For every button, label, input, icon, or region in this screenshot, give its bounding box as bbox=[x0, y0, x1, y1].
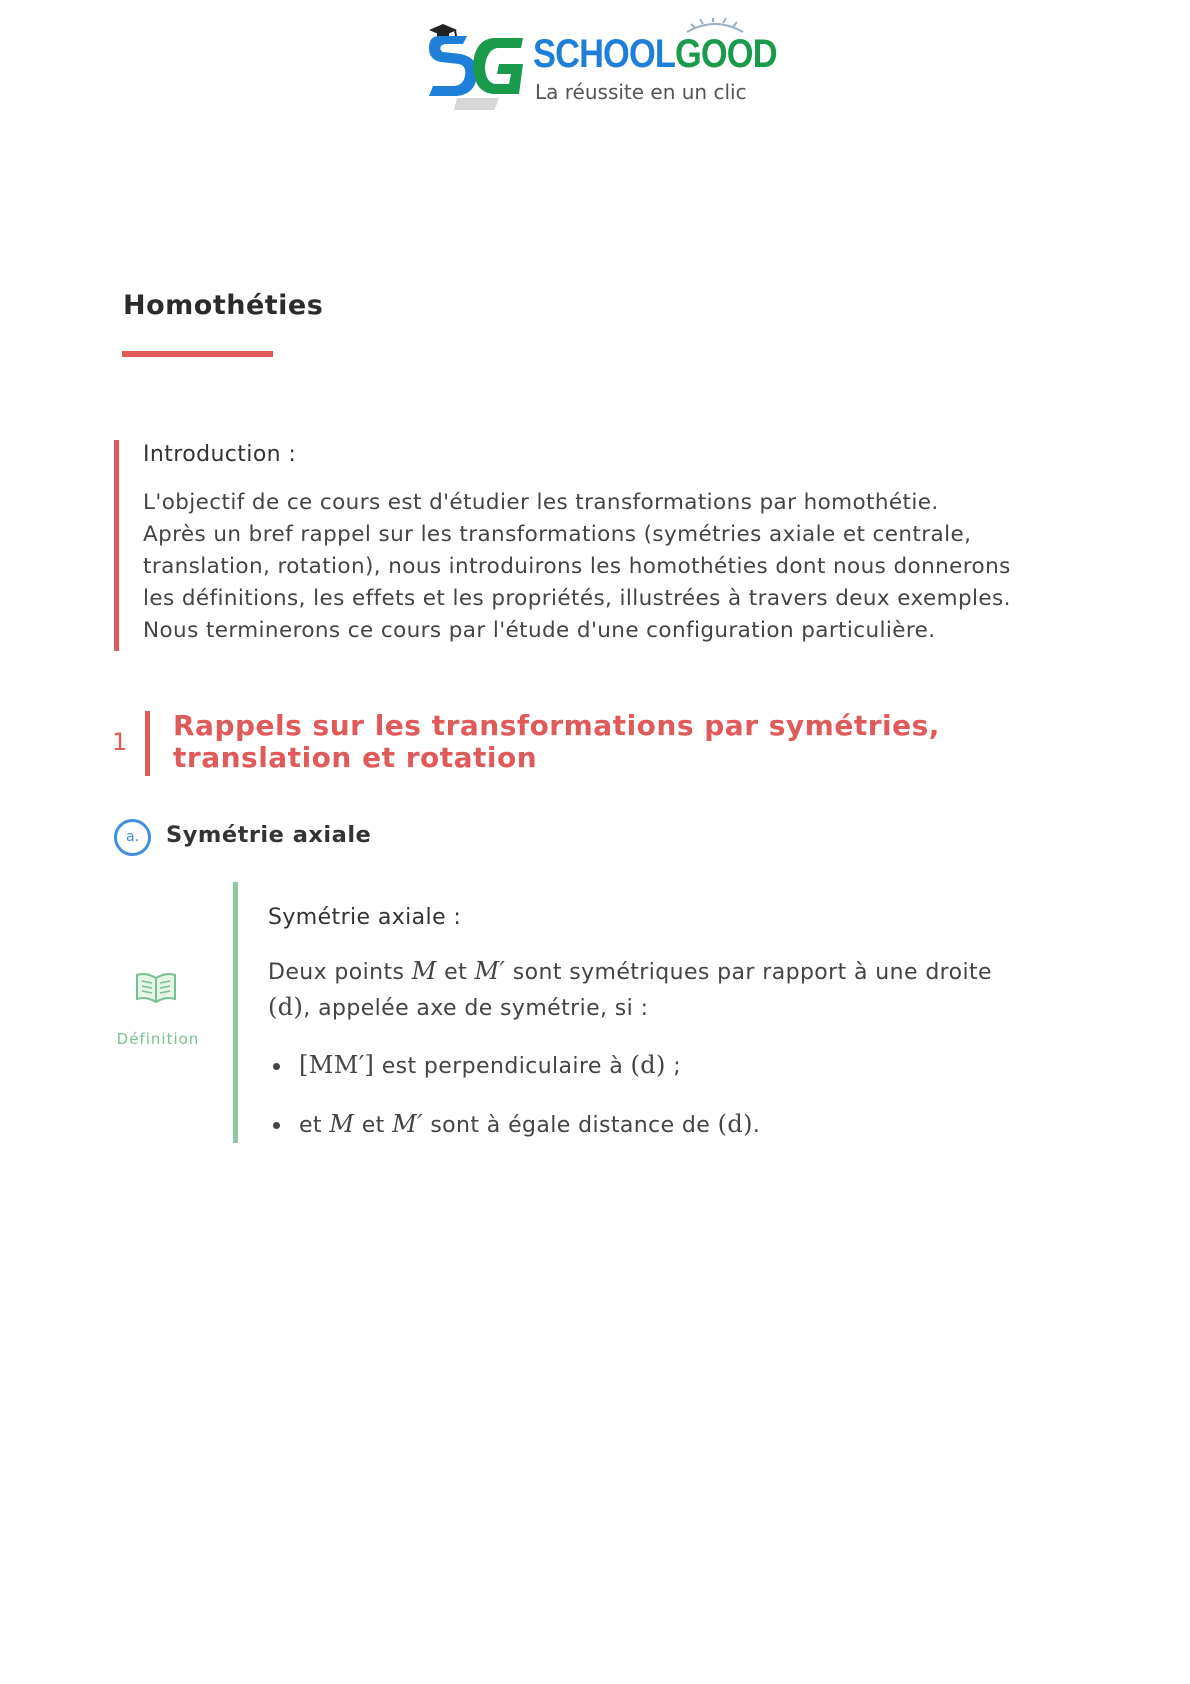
sg-graduation-cap-logo bbox=[423, 14, 533, 110]
definition-label: Définition bbox=[116, 1030, 200, 1048]
section-title: Rappels sur les transformations par symétries, translation et rotation bbox=[173, 709, 940, 774]
list-item: [MM′] est perpendiculaire à (d) ; bbox=[268, 1048, 1098, 1084]
title-underline bbox=[122, 351, 273, 357]
definition-bar bbox=[233, 882, 238, 1143]
definition-heading: Symétrie axiale : bbox=[268, 905, 462, 930]
intro-heading: Introduction : bbox=[143, 442, 297, 467]
page-title: Homothéties bbox=[123, 290, 324, 321]
intro-line: les définitions, les effets et les propriétés, illustrées à travers deux exemples. bbox=[143, 586, 1011, 611]
definition-text: Deux points M et M′ sont symétriques par rapport à une droite (d), appelée axe de symétrie, si : bbox=[268, 957, 992, 1021]
section-number: 1 bbox=[112, 728, 128, 756]
brand-name: SCHOOLGOOD bbox=[533, 32, 777, 76]
section-bar bbox=[145, 711, 150, 776]
subsection-title: Symétrie axiale bbox=[166, 822, 372, 848]
intro-body bbox=[143, 487, 1094, 647]
list-item: et M et M′ sont à égale distance de (d). bbox=[268, 1107, 1098, 1143]
brand-tagline: La réussite en un clic bbox=[535, 80, 747, 104]
open-book-icon bbox=[134, 970, 178, 1006]
intro-line: translation, rotation), nous introduirons les homothéties dont nous donnerons bbox=[143, 554, 1011, 579]
definition-content bbox=[268, 905, 1098, 1166]
subsection-badge: a. bbox=[114, 819, 151, 856]
intro-block bbox=[114, 440, 1094, 651]
intro-line: L'objectif de ce cours est d'étudier les transformations par homothétie. bbox=[143, 490, 939, 515]
intro-line: Après un bref rappel sur les transformations (symétries axiale et centrale, bbox=[143, 522, 972, 547]
intro-line: Nous terminerons ce cours par l'étude d'une configuration particulière. bbox=[143, 618, 936, 643]
definition-conditions bbox=[268, 1048, 1098, 1143]
schoolgood-logo bbox=[423, 14, 777, 110]
